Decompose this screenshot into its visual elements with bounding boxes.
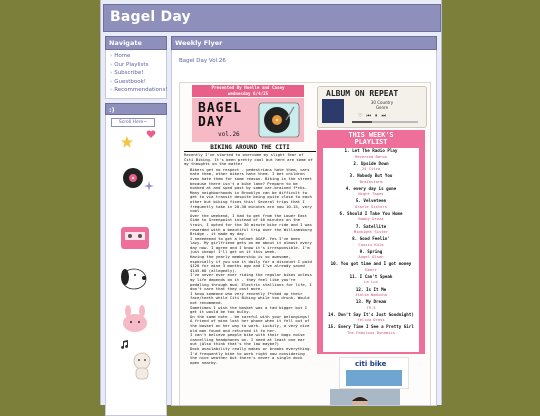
album-on-repeat: [317, 86, 427, 128]
pink-bunny-icon: [118, 305, 152, 333]
main-heading: Weekly Flyer: [171, 36, 437, 50]
music-note-icon: [120, 339, 130, 349]
playlist-item: 5. Velveteen Oracle Sisters: [354, 198, 387, 209]
citibike-photo: [346, 370, 402, 386]
nav-item-subscribe[interactable]: › Subscribe!: [110, 70, 144, 77]
playlist-item: 1. Let The Radio Play Reverend Baron: [344, 148, 398, 159]
article-point: • Over the weekend, I had to get from the Lower East Side to Greenpoint instead of 40 minutes on the train, I opted for the 30 minute bike ride and I was rewarded with a beautiful trip over the Williamsburg Bridge - it made my day.: [190, 214, 314, 237]
playlist-item: 9. Spring Angel Olsen: [358, 248, 384, 260]
bullet-icon: ›: [110, 53, 113, 59]
sticker-box: [105, 103, 167, 416]
article-title: BIKING AROUND THE CITI: [184, 144, 316, 152]
player-controls: [358, 113, 390, 119]
sticker-box-heading: :): [105, 103, 167, 115]
playlist-item: 11. I Can't Speak La Luz: [349, 273, 393, 285]
article-point: • I neeeeeeed to get a helmet ASAP. Yes I've been lazy. My girlfriend gets on me about it almost every day now. I agree and I know it's irresponsible. I'm just cheap! I'll get on it this week.: [190, 237, 314, 255]
playlist-item: 2. Upside Down 24 Citra: [353, 160, 389, 172]
star-icon: [120, 135, 134, 149]
vinyl-record-icon: [122, 167, 144, 189]
article-point: • Bikers get no respect - pedestrians hate them, cars hate them, other bikers hate them. I bet children even hate them for some reason. Biking in the street because there isn't a bike lane? Prepare to be honked at and sped past by some car-brained f*cks.: [190, 168, 314, 191]
scroll-marquee: Scroll Here~: [111, 118, 155, 127]
weekly-playlist: [317, 130, 425, 354]
sparkle-icon: [144, 181, 154, 191]
post-link[interactable]: Bagel Day Vol.26: [179, 58, 226, 64]
nav-item-recommendations[interactable]: › Recommendations!: [110, 87, 168, 94]
site-banner: [103, 4, 441, 32]
citibike-logo: citi bike: [355, 360, 387, 368]
flyer-presented: Presented By Noelle and Casey: [211, 85, 285, 90]
playlist-item: 7. Satellite Midnight Sister: [353, 223, 389, 235]
navigate-list: [105, 50, 167, 99]
album-song-title: 30 Country: [370, 100, 394, 105]
playlist-list: [323, 148, 419, 352]
bullet-icon: ›: [110, 78, 113, 85]
cassette-sticker-icon: [120, 225, 150, 251]
flyer-title: BAGEL DAY: [198, 101, 243, 130]
nav-item-guestbook[interactable]: › Guestbook!: [110, 78, 146, 85]
person-photo-illustration: [330, 389, 400, 406]
site-title[interactable]: Bagel Day: [110, 9, 191, 25]
flyer-title-box: [192, 98, 304, 142]
citibike-ad: [339, 357, 409, 389]
playlist-item: 14. Don't Say It's Just Goodnight) Yellow Dress: [328, 311, 414, 323]
previous-icon: ⏮: [366, 113, 375, 119]
article-point: • I can't believe people bike with their bags noise cancelling headphones on. I need at least one ear out (Also think that's the law maybe?): [190, 333, 314, 347]
rider-photo: [330, 389, 400, 406]
snoopy-icon: [118, 263, 152, 293]
playlist-item: 13. My Dream 79.5: [355, 299, 387, 310]
page-container: [100, 0, 442, 405]
article-point: • Dock availability really makes or breaks everything. I'd frequently bike to work right now considering the nice weather but there's never a single dock open nearby.: [190, 347, 314, 365]
nav-item-playlists[interactable]: › Our Playlists: [110, 61, 149, 68]
album-song: [352, 100, 412, 110]
heart-icon: ♡: [358, 113, 367, 119]
playlist-item: 6. Should I Take You Home Bobby Oroza: [339, 210, 403, 222]
nav-item-home[interactable]: › Home: [110, 53, 131, 59]
article-point: • Many neighborhoods in Brooklyn can be difficult to get to via transit despite being quite close to each other but biking fixes this! Several trips that I frequently take in 20-30 minutes are now 10-15, very cool.: [190, 191, 314, 214]
next-icon: ⏭: [381, 113, 391, 119]
flyer-date: wednesday 6/4/25: [227, 91, 269, 96]
album-progress-bar: [352, 121, 418, 123]
playlist-item: 4. every day is gone Night Tapes: [345, 185, 397, 197]
sticker-panel[interactable]: [105, 115, 167, 416]
flyer-presented-banner: [192, 85, 304, 97]
pause-icon: ⏸: [375, 113, 382, 119]
flyer-volume: vol.26: [218, 131, 240, 138]
sidebar: [105, 36, 167, 405]
article-point: • Having the yearly membership is so awesome, especially if you use it daily for a discount I paid $126 for mine 3 months ago and I've already saved $145.60 (allegedly).: [190, 255, 314, 273]
article-intro: Recently I've started to overcome my slight fear of Citi Biking. It's been pretty cool but here are some of my thoughts on the matter: [184, 153, 313, 167]
article-body: [184, 153, 314, 406]
playlist-item: 10. You got time and I got money Emerz: [330, 261, 412, 272]
bullet-icon: ›: [110, 87, 113, 94]
article-points: [184, 168, 314, 366]
playlist-item: 12. Is It Me Italia Nadinho: [354, 286, 387, 298]
album-cover: [322, 99, 344, 123]
flyer-image: [179, 82, 431, 406]
album-artist: Genre: [375, 105, 389, 110]
article-point: • I know someone who very recently f*cked up their face/teeth while Citi Biking while too drunk. Would not recommend.: [190, 292, 314, 306]
article-point: • I've never ever ever riding the regular bikes unless my life depends on it - they feel like you're pedaling through mud. Electric stallions for life, I don't care that they cost more.: [190, 273, 314, 291]
main-column: [171, 36, 437, 405]
article-point: • On the same note - be careful with your belongings! A friend of mine lost her phone when it fell out of the basket on her way to work. Luckily, a very nice old man found and returned it to her.: [190, 315, 314, 333]
article-point: • Sometimes I wish the basket was a tad bigger but I get it would be too bulky.: [190, 306, 314, 315]
album-heading: ALBUM ON REPEAT: [326, 89, 399, 98]
bear-charm-icon: [130, 351, 154, 381]
main-body[interactable]: [171, 50, 437, 406]
playlist-item: 15. Every Time I See a Pretty Girl The Fabulous Dynamics: [328, 324, 414, 335]
playlist-heading: THIS WEEK'S PLAYLIST: [348, 131, 394, 146]
heart-icon: [146, 129, 156, 139]
navigate-heading: Navigate: [105, 36, 167, 50]
bullet-icon: ›: [110, 61, 113, 68]
playlist-item: 8. Good Feelin' Cousin Kula: [352, 236, 390, 247]
bullet-icon: ›: [110, 70, 113, 77]
playlist-item: 3. Nobody But You Brainstorm: [349, 173, 393, 184]
record-player-illustration: [258, 100, 300, 140]
